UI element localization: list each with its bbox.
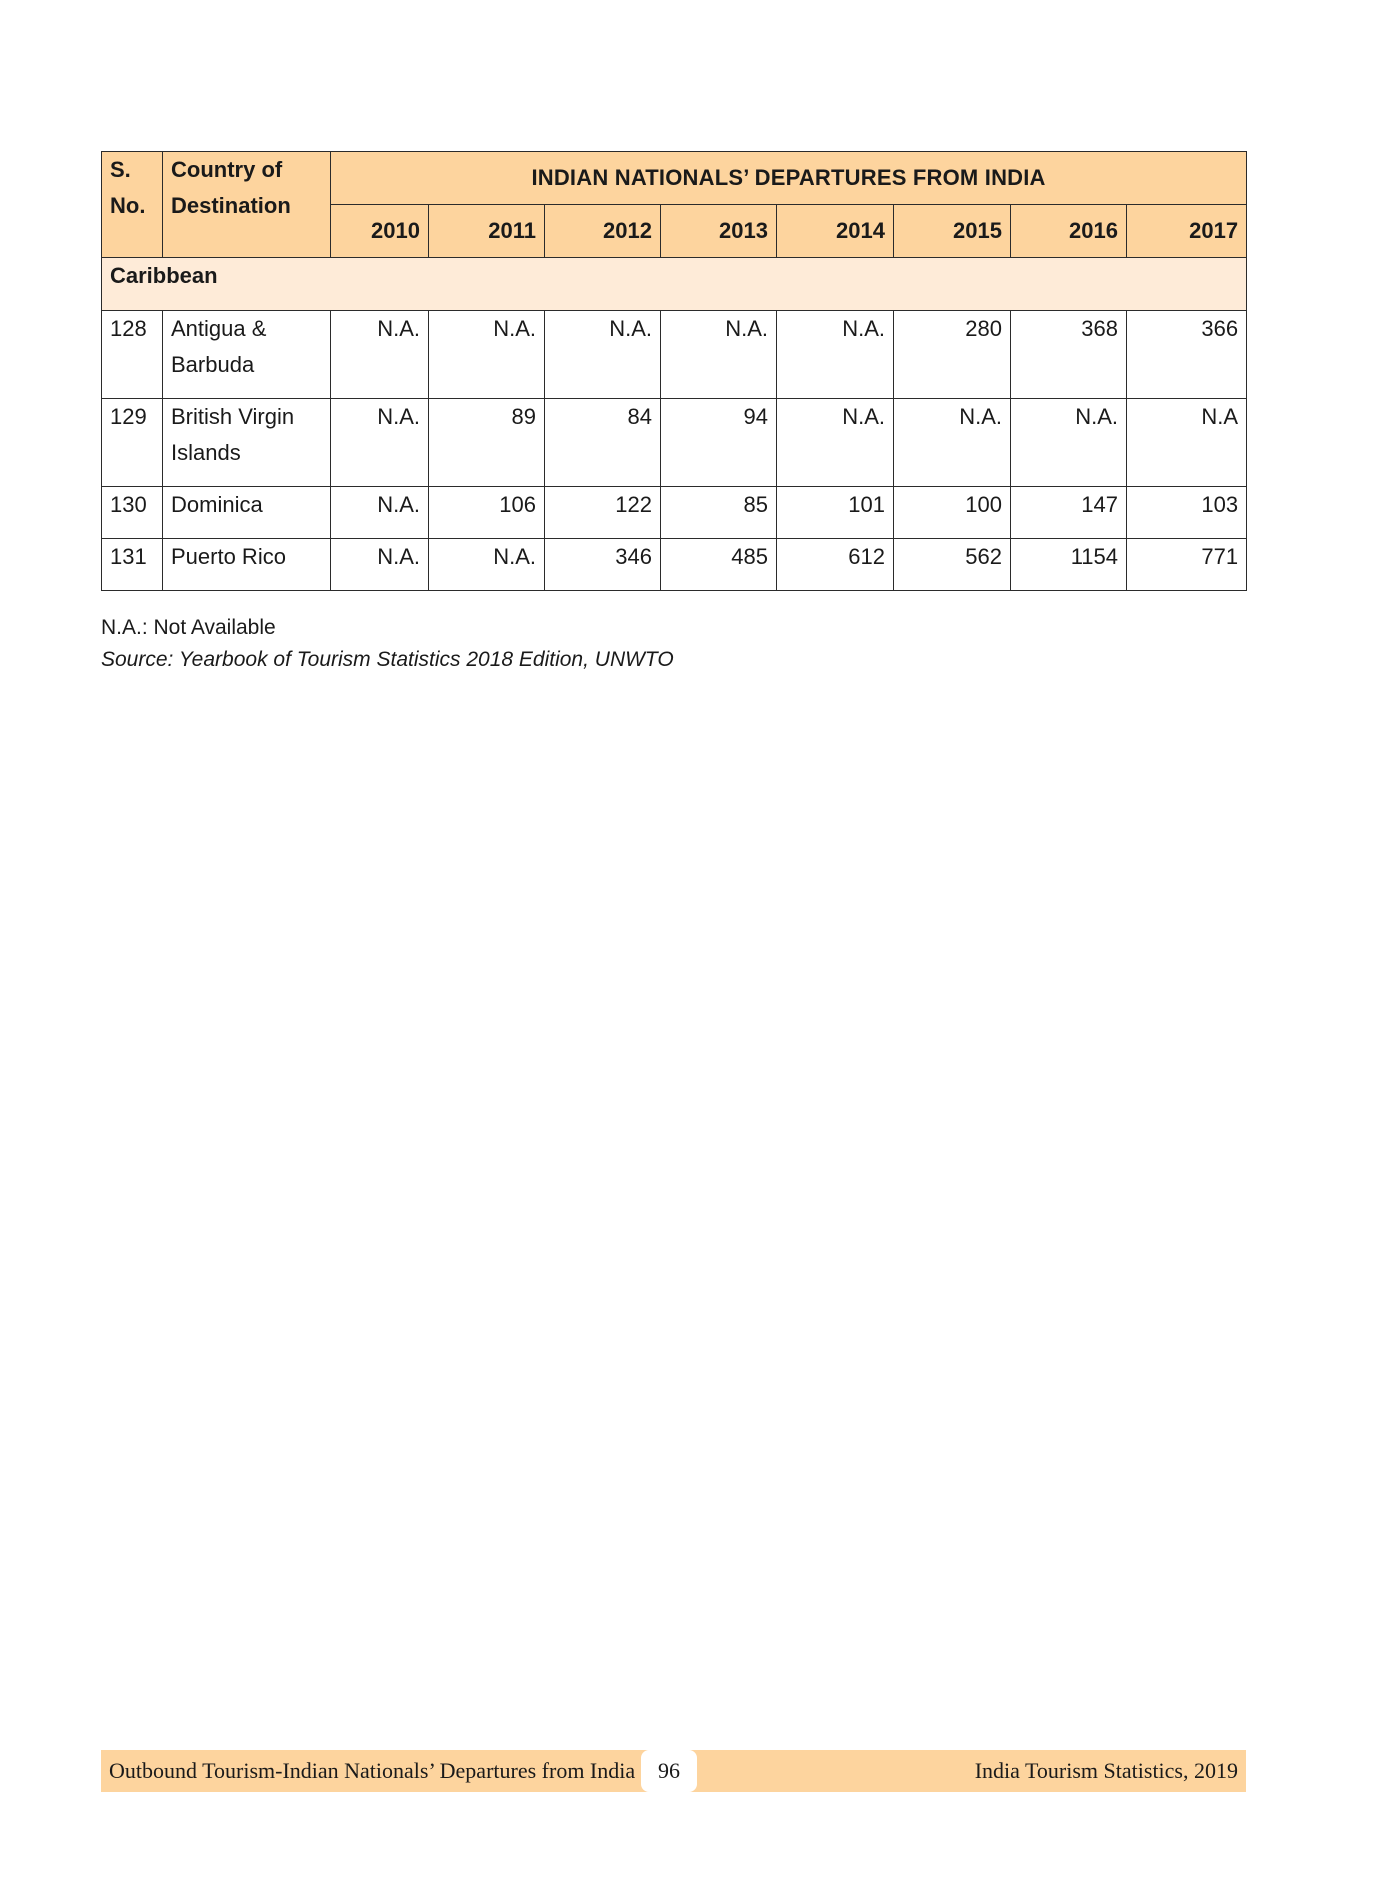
value-cell: 101 bbox=[777, 487, 894, 539]
value-cell: 368 bbox=[1011, 311, 1127, 399]
value-cell: N.A. bbox=[331, 487, 429, 539]
value-cell: 280 bbox=[894, 311, 1011, 399]
country-header-line1: Country of bbox=[171, 157, 283, 182]
value-cell: 612 bbox=[777, 539, 894, 591]
value-cell: N.A. bbox=[777, 311, 894, 399]
value-cell: N.A. bbox=[429, 311, 545, 399]
table-title: INDIAN NATIONALS’ DEPARTURES FROM INDIA bbox=[331, 152, 1247, 205]
country-name-line2: Islands bbox=[171, 440, 241, 465]
value-cell: N.A. bbox=[331, 539, 429, 591]
value-cell: 103 bbox=[1127, 487, 1247, 539]
year-header-2010: 2010 bbox=[331, 205, 429, 258]
value-cell: 84 bbox=[545, 399, 661, 487]
sno-cell: 128 bbox=[102, 311, 163, 399]
value-cell: N.A. bbox=[661, 311, 777, 399]
value-cell: 366 bbox=[1127, 311, 1247, 399]
year-header-2015: 2015 bbox=[894, 205, 1011, 258]
year-header-2014: 2014 bbox=[777, 205, 894, 258]
value-cell: N.A. bbox=[331, 311, 429, 399]
value-cell: 147 bbox=[1011, 487, 1127, 539]
country-cell bbox=[163, 399, 331, 487]
value-cell: N.A. bbox=[429, 539, 545, 591]
footer-publication-title: India Tourism Statistics, 2019 bbox=[974, 1758, 1238, 1783]
year-header-2016: 2016 bbox=[1011, 205, 1127, 258]
sno-header bbox=[102, 152, 163, 258]
value-cell: 771 bbox=[1127, 539, 1247, 591]
country-cell bbox=[163, 539, 331, 591]
value-cell: 485 bbox=[661, 539, 777, 591]
table-notes bbox=[101, 612, 674, 676]
table-row bbox=[102, 539, 1247, 591]
year-header-2012: 2012 bbox=[545, 205, 661, 258]
region-label: Caribbean bbox=[102, 258, 1247, 311]
value-cell: N.A. bbox=[1011, 399, 1127, 487]
table-row bbox=[102, 399, 1247, 487]
sno-header-line2: No. bbox=[110, 193, 146, 218]
value-cell: 94 bbox=[661, 399, 777, 487]
page-number: 96 bbox=[641, 1750, 697, 1792]
sno-cell: 129 bbox=[102, 399, 163, 487]
footer-chapter-title: Outbound Tourism-Indian Nationals’ Departures from India bbox=[109, 1758, 636, 1783]
value-cell: N.A bbox=[1127, 399, 1247, 487]
country-header bbox=[163, 152, 331, 258]
value-cell: 106 bbox=[429, 487, 545, 539]
value-cell: N.A. bbox=[545, 311, 661, 399]
region-row bbox=[102, 258, 1247, 311]
year-header-2017: 2017 bbox=[1127, 205, 1247, 258]
country-header-line2: Destination bbox=[171, 193, 291, 218]
value-cell: 346 bbox=[545, 539, 661, 591]
value-cell: 122 bbox=[545, 487, 661, 539]
value-cell: 100 bbox=[894, 487, 1011, 539]
table-row bbox=[102, 311, 1247, 399]
page-footer bbox=[101, 1750, 1246, 1792]
value-cell: N.A. bbox=[777, 399, 894, 487]
country-name-line1: Puerto Rico bbox=[171, 544, 286, 569]
country-cell bbox=[163, 487, 331, 539]
na-note: N.A.: Not Available bbox=[101, 616, 276, 639]
table-row bbox=[102, 487, 1247, 539]
value-cell: 89 bbox=[429, 399, 545, 487]
value-cell: 562 bbox=[894, 539, 1011, 591]
value-cell: 85 bbox=[661, 487, 777, 539]
country-name-line1: Dominica bbox=[171, 492, 263, 517]
sno-cell: 131 bbox=[102, 539, 163, 591]
country-name-line2: Barbuda bbox=[171, 352, 255, 377]
year-header-2013: 2013 bbox=[661, 205, 777, 258]
country-name-line1: British Virgin bbox=[171, 404, 295, 429]
sno-cell: 130 bbox=[102, 487, 163, 539]
country-name-line1: Antigua & bbox=[171, 316, 267, 341]
departures-table bbox=[101, 151, 1247, 591]
country-cell bbox=[163, 311, 331, 399]
sno-header-line1: S. bbox=[110, 157, 131, 182]
value-cell: N.A. bbox=[894, 399, 1011, 487]
year-header-2011: 2011 bbox=[429, 205, 545, 258]
value-cell: N.A. bbox=[331, 399, 429, 487]
source-note: Source: Yearbook of Tourism Statistics 2018 Edition, UNWTO bbox=[101, 648, 674, 671]
value-cell: 1154 bbox=[1011, 539, 1127, 591]
